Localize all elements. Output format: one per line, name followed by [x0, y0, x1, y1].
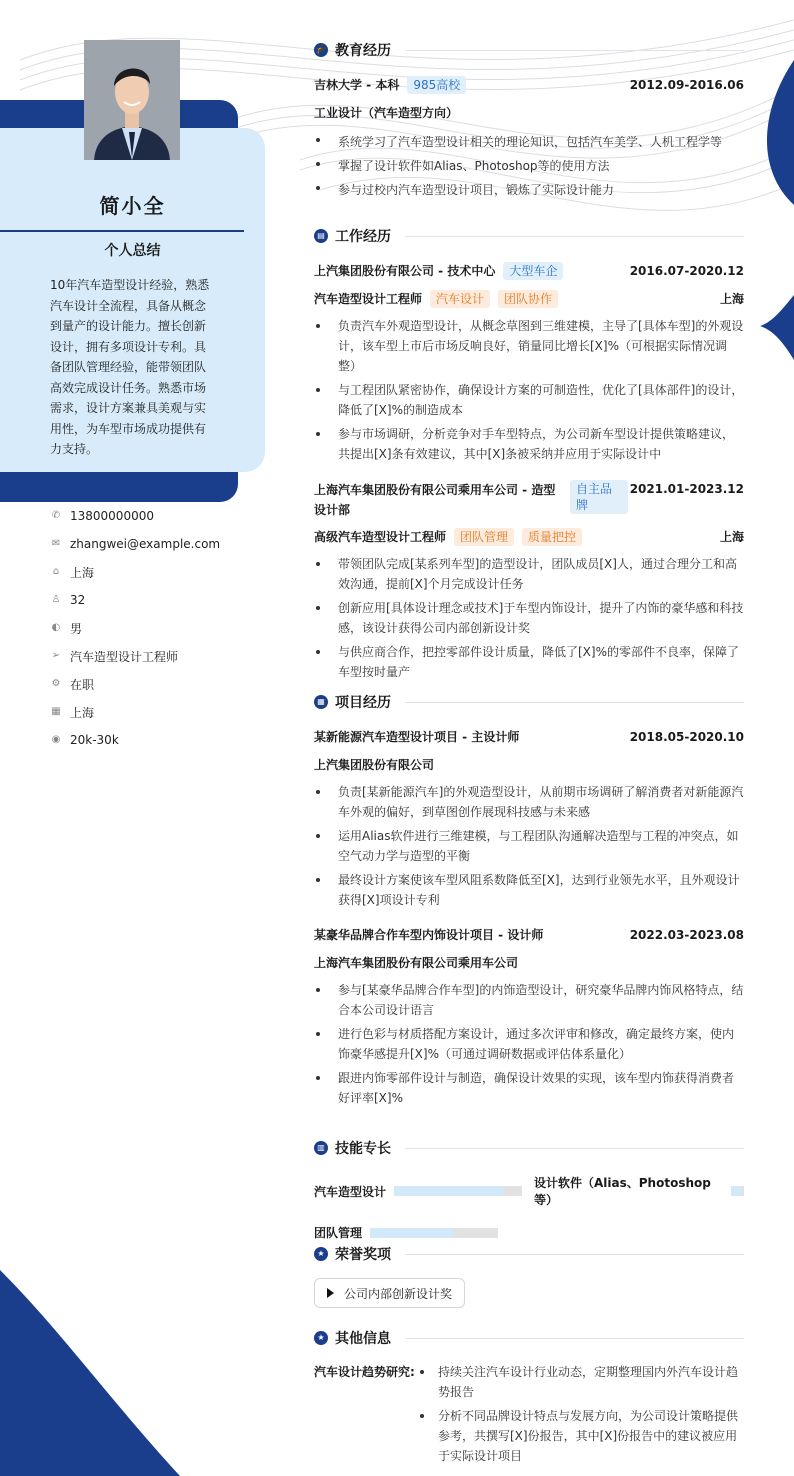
major: 工业设计（汽车造型方向）	[314, 106, 459, 120]
project-name: 某新能源汽车造型设计项目 - 主设计师	[314, 730, 520, 744]
skill-item	[534, 1174, 744, 1208]
role-tag: 汽车设计	[430, 290, 490, 308]
section-divider	[405, 1338, 744, 1339]
phone-text: 13800000000	[70, 509, 154, 523]
position-text: 汽车造型设计工程师	[70, 649, 179, 664]
skill-name: 汽车造型设计	[314, 1184, 387, 1199]
contact-info	[50, 502, 250, 754]
list-item: 系统学习了汽车造型设计相关的理论知识，包括汽车美学、人机工程学等	[314, 130, 744, 154]
skills-section	[314, 1138, 744, 1241]
list-item: 掌握了设计软件如Alias、Photoshop等的使用方法	[314, 154, 744, 178]
project-date: 2022.03-2023.08	[629, 928, 744, 942]
info-row-phone	[50, 502, 250, 530]
list-item: 持续关注汽车设计行业动态，定期整理国内外汽车设计趋势报告	[418, 1362, 744, 1402]
company-name: 上汽集团股份有限公司 - 技术中心	[314, 264, 496, 278]
candidate-name: 简小全	[99, 194, 166, 218]
info-row-home	[50, 558, 250, 586]
school-tag: 985高校	[407, 76, 466, 94]
home-icon: ⌂	[52, 566, 60, 577]
briefcase-icon: ▤	[314, 229, 328, 243]
job-city: 上海	[719, 292, 744, 306]
list-item: 与工程团队紧密协作，确保设计方案的可制造性，优化了[具体部件]的设计，降低了[X]%的制造成本	[314, 380, 744, 420]
skill-bar	[394, 1186, 522, 1196]
summary-title: 个人总结	[104, 243, 161, 259]
skill-name: 设计软件（Alias、Photoshop等）	[534, 1176, 711, 1207]
list-item: 负责汽车外观造型设计，从概念草图到三维建模，主导了[具体车型]的外观设计，该车型上市后市场反响良好，销量同比增长[X]%（可根据实际情况调整）	[314, 316, 744, 376]
info-row-email	[50, 530, 250, 558]
job-city: 上海	[719, 530, 744, 544]
age-text: 32	[70, 593, 86, 607]
summary-text: 10年汽车造型设计经验，熟悉汽车设计全流程，具备从概念到量产的设计能力。擅长创新设计，拥有多项设计专利。具备团队管理经验，能带领团队高效完成设计任务。熟悉市场需求，设计方案兼具美观与实用性，为车型市场成功提供有力支持。	[50, 278, 210, 456]
project-org: 上海汽车集团股份有限公司乘用车公司	[314, 956, 519, 970]
education-title: 教育经历	[335, 43, 391, 59]
award-icon: ★	[314, 1247, 328, 1261]
status-text: 在职	[70, 677, 95, 692]
age-icon: ♙	[51, 594, 61, 605]
other-section	[314, 1328, 744, 1470]
section-divider	[405, 236, 744, 237]
awards-title: 荣誉奖项	[335, 1247, 391, 1263]
send-icon: ➢	[51, 650, 61, 661]
project-bullets	[314, 782, 744, 910]
role-tag: 团队管理	[454, 528, 514, 546]
gender-text: 男	[70, 621, 83, 636]
work-title: 工作经历	[335, 229, 391, 245]
info-row-position	[50, 642, 250, 670]
projects-section	[314, 692, 744, 1108]
role-tag: 团队协作	[498, 290, 558, 308]
status-icon: ⚙	[51, 678, 61, 689]
company-name: 上海汽车集团股份有限公司乘用车公司 - 造型设计部	[314, 483, 556, 517]
list-item: 与供应商合作，把控零部件设计质量，降低了[X]%的零部件不良率，保障了车型按时量产	[314, 642, 744, 682]
name-divider	[0, 230, 244, 232]
info-row-status	[50, 670, 250, 698]
salary-icon: ◉	[51, 734, 61, 745]
other-bullets	[418, 1362, 744, 1470]
company-tag: 大型车企	[503, 262, 563, 280]
mail-icon: ✉	[51, 538, 61, 549]
job-date: 2021.01-2023.12	[629, 482, 744, 496]
list-item: 带领团队完成[某系列车型]的造型设计，团队成员[X]人，通过合理分工和高效沟通，提前[X]个月完成设计任务	[314, 554, 744, 594]
award-item[interactable]	[314, 1278, 465, 1308]
info-row-gender	[50, 614, 250, 642]
info-row-city	[50, 698, 250, 726]
section-divider	[405, 50, 744, 51]
awards-section	[314, 1244, 744, 1308]
list-item: 进行色彩与材质搭配方案设计，通过多次评审和修改，确定最终方案，使内饰豪华感提升[X]%（可通过调研数据或评估体系量化）	[314, 1024, 744, 1064]
list-item: 分析不同品牌设计特点与发展方向，为公司设计策略提供参考，共撰写[X]份报告，其中[X]份报告中的建议被应用于实际设计项目	[418, 1406, 744, 1466]
education-section	[314, 40, 744, 202]
skill-level	[370, 1228, 453, 1238]
gender-icon: ◐	[51, 622, 61, 633]
skill-name: 团队管理	[314, 1226, 363, 1240]
skill-item	[314, 1174, 534, 1208]
list-item: 创新应用[具体设计理念或技术]于车型内饰设计，提升了内饰的豪华感和科技感，该设计获得公司内部创新设计奖	[314, 598, 744, 638]
list-item: 跟进内饰零部件设计与制造，确保设计效果的实现，该车型内饰获得消费者好评率[X]%	[314, 1068, 744, 1108]
job-bullets	[314, 554, 744, 682]
salary-text: 20k-30k	[70, 733, 119, 747]
bar-chart-icon: ▥	[314, 1141, 328, 1155]
graduation-cap-icon: 🎓	[314, 43, 328, 57]
building-icon: ▦	[51, 706, 61, 717]
award-text: 公司内部创新设计奖	[344, 1286, 453, 1301]
work-section	[314, 226, 744, 682]
section-divider	[405, 1148, 744, 1149]
info-row-salary	[50, 726, 250, 754]
list-item: 运用Alias软件进行三维建模，与工程团队沟通解决造型与工程的冲突点，如空气动力学与造型的平衡	[314, 826, 744, 866]
list-item: 最终设计方案使该车型风阻系数降低至[X]，达到行业领先水平，且外观设计获得[X]项设计专利	[314, 870, 744, 910]
education-bullets	[314, 130, 744, 202]
other-label: 汽车设计趋势研究:	[314, 1365, 415, 1379]
job-date: 2016.07-2020.12	[629, 264, 744, 278]
section-divider	[405, 1254, 744, 1255]
job-role: 高级汽车造型设计工程师	[314, 530, 447, 544]
job-bullets	[314, 316, 744, 464]
skill-bar	[370, 1228, 498, 1238]
phone-icon: ✆	[51, 510, 61, 521]
home-text: 上海	[70, 565, 95, 580]
project-org: 上汽集团股份有限公司	[314, 758, 435, 772]
job-role: 汽车造型设计工程师	[314, 292, 423, 306]
play-icon	[327, 1288, 334, 1298]
list-item: 参与[某豪华品牌合作车型]的内饰造型设计，研究豪华品牌内饰风格特点，结合本公司设计语言	[314, 980, 744, 1020]
grid-icon: ▦	[314, 695, 328, 709]
project-date: 2018.05-2020.10	[629, 730, 744, 744]
list-item: 负责[某新能源汽车]的外观造型设计，从前期市场调研了解消费者对新能源汽车外观的偏好，到草图创作展现科技感与未来感	[314, 782, 744, 822]
role-tag: 质量把控	[522, 528, 582, 546]
other-title: 其他信息	[335, 1331, 391, 1347]
skill-level	[394, 1186, 503, 1196]
email-text: zhangwei@example.com	[70, 537, 221, 551]
skill-item	[314, 1224, 498, 1241]
skill-level	[731, 1186, 742, 1196]
list-item: 参与过校内汽车造型设计项目，锻炼了实际设计能力	[314, 178, 744, 202]
education-date: 2012.09-2016.06	[629, 78, 744, 92]
project-bullets	[314, 980, 744, 1108]
projects-title: 项目经历	[335, 695, 391, 711]
skill-bar	[731, 1186, 744, 1196]
company-tag: 自主品牌	[570, 480, 628, 514]
project-name: 某豪华品牌合作车型内饰设计项目 - 设计师	[314, 928, 544, 942]
skills-title: 技能专长	[335, 1141, 391, 1157]
school-name: 吉林大学 - 本科	[314, 78, 400, 92]
info-row-age	[50, 586, 250, 614]
list-item: 参与市场调研，分析竞争对手车型特点，为公司新车型设计提供策略建议，共提出[X]条有效建议，其中[X]条被采纳并应用于实际设计中	[314, 424, 744, 464]
city-text: 上海	[70, 705, 95, 720]
avatar	[84, 40, 180, 160]
info-icon: ★	[314, 1331, 328, 1345]
section-divider	[405, 702, 744, 703]
